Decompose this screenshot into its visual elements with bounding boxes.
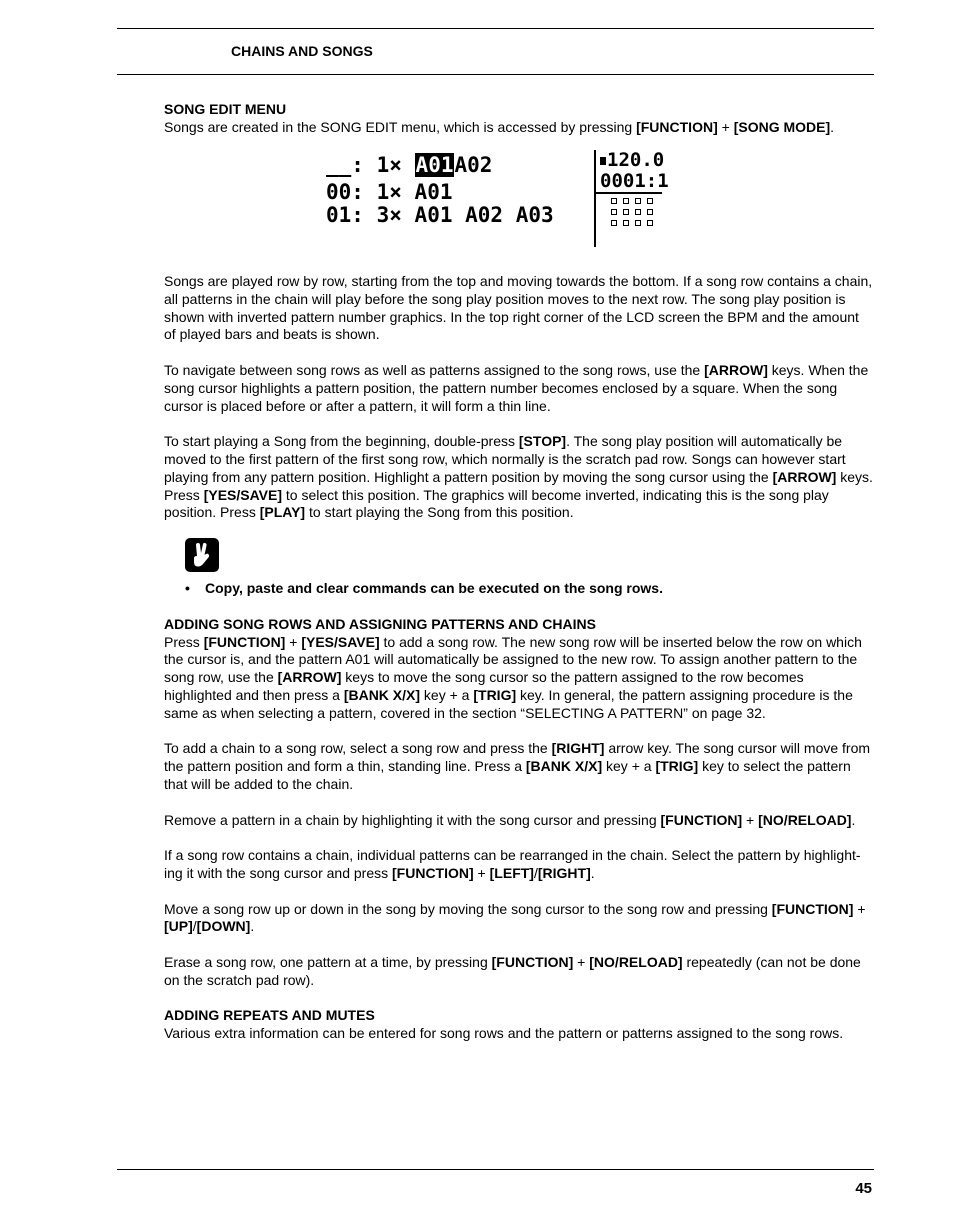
- lcd-song-row-00: 00: 1× A01: [326, 180, 453, 204]
- paragraph-repeats: Various extra information can be entered for song rows and the pattern or patterns assigned to the song rows.: [164, 1025, 844, 1042]
- lcd-position: 0001:1: [600, 170, 669, 192]
- paragraph-rearrange-chain: If a song row contains a chain, individual patterns can be rearranged in the chain. Select the pattern by highlighting it with the song cursor and press [FUNCTION] + [LEFT]/[RIGHT].: [164, 847, 861, 881]
- note-hand-icon: [185, 538, 219, 572]
- paragraph-add-chain: To add a chain to a song row, select a song row and press the [RIGHT] arrow key. The song cursor will move from the pattern position and form a thin, standing line. Press a [BANK X/X] key + a [TRIG] key to select the pattern that will be added to the chain.: [164, 740, 871, 792]
- paragraph-add-song-row: Press [FUNCTION] + [YES/SAVE] to add a song row. The new song row will be inserted below the row on which the cursor is, and the pattern A01 will automatically be assigned to the new row. To assign another pattern to the song row, use the [ARROW] keys to move the song cursor so the pattern assigned to the row becomes highlighted and then press a [BANK X/X] key + a [TRIG] key. In general, the pattern assigning procedure is the same as when selecting a pattern, covered in the section “SELECTING A PATTERN” on page 32.: [164, 633, 862, 721]
- song-edit-intro: Songs are created in the SONG EDIT menu, which is accessed by pressing [FUNCTION] + [SONG MODE].: [164, 118, 835, 135]
- footer-rule: [117, 1169, 874, 1170]
- note-bullet-item: • Copy, paste and clear commands can be executed on the song rows.: [185, 580, 663, 597]
- page-number: 45: [855, 1180, 872, 1197]
- section-heading-song-edit: SONG EDIT MENU: [164, 101, 287, 117]
- lcd-bpm: 120.0: [600, 150, 664, 170]
- paragraph-move-row: Move a song row up or down in the song by moving the song cursor to the song row and pressing [FUNCTION] + [UP]/[DOWN].: [164, 900, 866, 935]
- body-text: [164, 273, 874, 1043]
- paragraph-erase-row: Erase a song row, one pattern at a time, by pressing [FUNCTION] + [NO/RELOAD] repeatedly (can not be done on the scratch pad row).: [164, 953, 861, 988]
- section-heading-repeats: ADDING REPEATS AND MUTES: [164, 1007, 375, 1024]
- paragraph-navigation: To navigate between song rows as well as patterns assigned to the song rows, use the [ARROW] keys. When the song cursor highlights a pattern position, the pattern number becomes enclosed by a square. When the song cursor is placed before or after a pattern, it will form a thin line.: [164, 361, 869, 414]
- header-top-rule: [117, 28, 874, 29]
- lcd-pattern-inverted: A01: [415, 153, 454, 177]
- paragraph-start-playing: To start playing a Song from the beginning, double-press [STOP]. The song play position will automatically be moved to the first pattern of the first song row, which normally is the scratch pad row. Songs can however start playing from any pattern position. Highlight a pattern position by moving the song cursor using the [ARROW] keys. Press [YES/SAVE] to select this position. The graphics will become inverted, indicating this is the song play position. Press [PLAY] to start playing the Song from this position.: [164, 433, 873, 521]
- page-content: [164, 101, 874, 137]
- lcd-divider: [594, 150, 596, 247]
- lcd-step-grid-icon: [611, 198, 654, 226]
- lcd-bpm-indicator-icon: [600, 157, 606, 165]
- lcd-position-underline: [596, 192, 662, 194]
- running-header: CHAINS AND SONGS: [231, 43, 373, 59]
- lcd-screen-illustration: [326, 149, 669, 250]
- paragraph-song-playback: Songs are played row by row, starting from the top and moving towards the bottom. If a song row contains a chain, all patterns in the chain will play before the song play position moves to the next row. The song play position is shown with inverted pattern number graphics. In the top right corner of the LCD screen the BPM and the amount of played bars and beats is shown.: [164, 273, 873, 343]
- section-heading-adding-rows: ADDING SONG ROWS AND ASSIGNING PATTERNS AND CHAINS: [164, 615, 596, 632]
- paragraph-remove-pattern: Remove a pattern in a chain by highlighting it with the song cursor and pressing [FUNCTION] + [NO/RELOAD].: [164, 811, 856, 828]
- lcd-song-row-scratch: __: 1× A01A02: [326, 153, 493, 177]
- lcd-song-row-01: 01: 3× A01 A02 A03: [326, 203, 554, 227]
- header-bottom-rule: [117, 74, 874, 75]
- bullet-icon: •: [185, 580, 190, 597]
